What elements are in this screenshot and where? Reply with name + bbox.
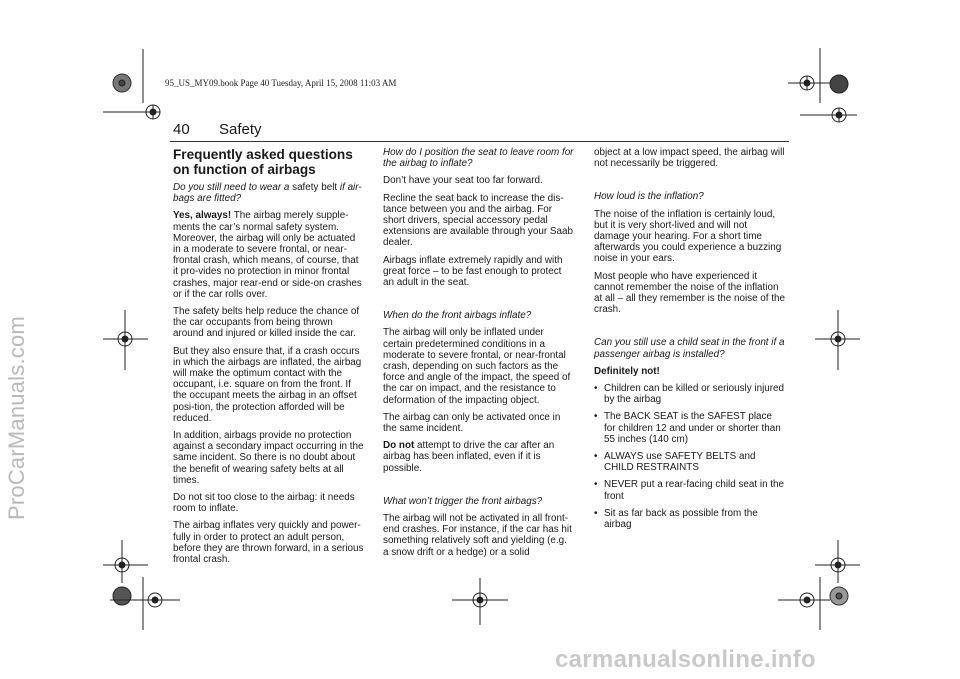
paragraph: In addition, airbags provide no protection against a secondary impact occurring in the same incident. So there is no doubt about the benefit of wearing safety belts at all times.: [173, 430, 364, 486]
paragraph: Airbags inflate extremely rapidly and with great force – to be fast enough to protect an adult in the seat.: [383, 254, 563, 289]
color-bar-dot-icon: [830, 75, 848, 93]
question-child-seat: Can you still use a child seat in the front if a passenger airbag is installed?: [594, 337, 785, 360]
book-file-header: 95_US_MY09.book Page 40 Tuesday, April 15, 2008 11:03 AM: [165, 78, 397, 88]
paragraph: The airbag can only be activated once in the same incident.: [383, 411, 561, 435]
paragraph: Don’t have your seat too far forward.: [383, 175, 543, 187]
watermark-bottom: carmanualsonline.info: [555, 646, 817, 673]
paragraph: The airbag inflates very quickly and power-fully in order to protect an adult person, before they are thrown forward, in a serious frontal crash.: [173, 520, 364, 566]
paragraph: object at a low impact speed, the airbag will not necessarily be triggered.: [594, 147, 785, 170]
list-item: • Children can be killed or seriously injured by the airbag: [594, 383, 785, 405]
paragraph: Do not sit too close to the airbag: it needs room to inflate.: [173, 492, 355, 515]
question-seat-position: How do I position the seat to leave room for the airbag to inflate?: [383, 147, 574, 170]
registration-mark-icon: [103, 540, 148, 583]
registration-mark-icon: [815, 310, 860, 370]
question-when-inflate: When do the front airbags inflate?: [383, 310, 532, 322]
registration-mark-icon: [452, 578, 508, 625]
list-item: • Sit as far back as possible from the airbag: [594, 508, 785, 530]
question-seatbelt: Do you still need to wear a safety belt if air-bags are fitted?: [173, 182, 362, 205]
registration-mark-icon: [103, 310, 148, 370]
article-title: Frequently asked questions on function of airbags: [173, 147, 353, 177]
color-bar-dot-icon: [113, 587, 131, 605]
paragraph: The safety belts help reduce the chance of the car occupants from being thrown around and injured or killed inside the car.: [173, 306, 360, 340]
paragraph: The noise of the inflation is certainly loud, but it is very short-lived and will not damage your hearing. For a short time afterwards you could experience a buzzing noise in your ears.: [594, 208, 782, 265]
paragraph: Recline the seat back to increase the dis-tance between you and the airbag. For short drivers, special accessory pedal extensions are available through your Saab dealer.: [383, 192, 573, 249]
registration-mark-icon: [788, 48, 836, 103]
registration-mark-icon: [778, 577, 830, 630]
watermark-left: ProCarManuals.com: [4, 316, 29, 520]
question-wont-trigger: What won’t trigger the front airbags?: [383, 495, 543, 507]
paragraph: Most people who have experienced it cannot remember the noise of the inflation at all – all they remember is the noise of the crash.: [594, 270, 786, 316]
question-how-loud: How loud is the inflation?: [594, 191, 704, 203]
list-item: • The BACK SEAT is the SAFEST place for children 12 and under or shorter than 55 inches (140 cm): [594, 411, 785, 445]
paragraph: But they also ensure that, if a crash occurs in which the airbags are inflated, the airbag will make the optimum contact with the occupant, i.e. square on from the front. If the occupant meets the airbag in an offset posi-tion, the protection afforded will be reduced.: [173, 345, 362, 424]
paragraph: The airbag will only be inflated under certain predetermined conditions in a moderate to severe frontal, or near-frontal crash, depending on such factors as the force and angle of the impact, the speed of the car on impact, and the resistance to deformation of the impacting object.: [383, 327, 571, 406]
color-bar-dot-icon: [113, 74, 131, 92]
page-number: 40: [173, 121, 190, 138]
registration-mark-icon: [815, 540, 860, 583]
list-item: • ALWAYS use SAFETY BELTS and CHILD RESTRAINTS: [594, 451, 785, 473]
registration-mark-icon: [800, 108, 857, 122]
section-title: Safety: [219, 121, 262, 138]
registration-mark-icon: [103, 49, 160, 119]
list-item: • NEVER put a rear-facing child seat in the front: [594, 479, 785, 501]
color-bar-dot-icon: [830, 587, 848, 605]
answer-child-seat: Definitely not!: [594, 365, 660, 377]
paragraph: Do not attempt to drive the car after an airbag has been inflated, even if it is possible.: [383, 440, 555, 474]
answer-seatbelt: Yes, always! The airbag merely supple-ments the car’s normal safety system. Moreover, the airbag will only be actuated in a moderate to severe frontal, or near-frontal crash, which means, of course, that it pro-vides no protection in minor frontal crashes, major rear-end or side-on crashes or if the car rolls over.: [173, 210, 362, 300]
paragraph: The airbag will not be activated in all front-end crashes. For instance, if the car has hit something relatively soft and yielding (e.g. a snow drift or a hedge) or a solid: [383, 513, 572, 558]
